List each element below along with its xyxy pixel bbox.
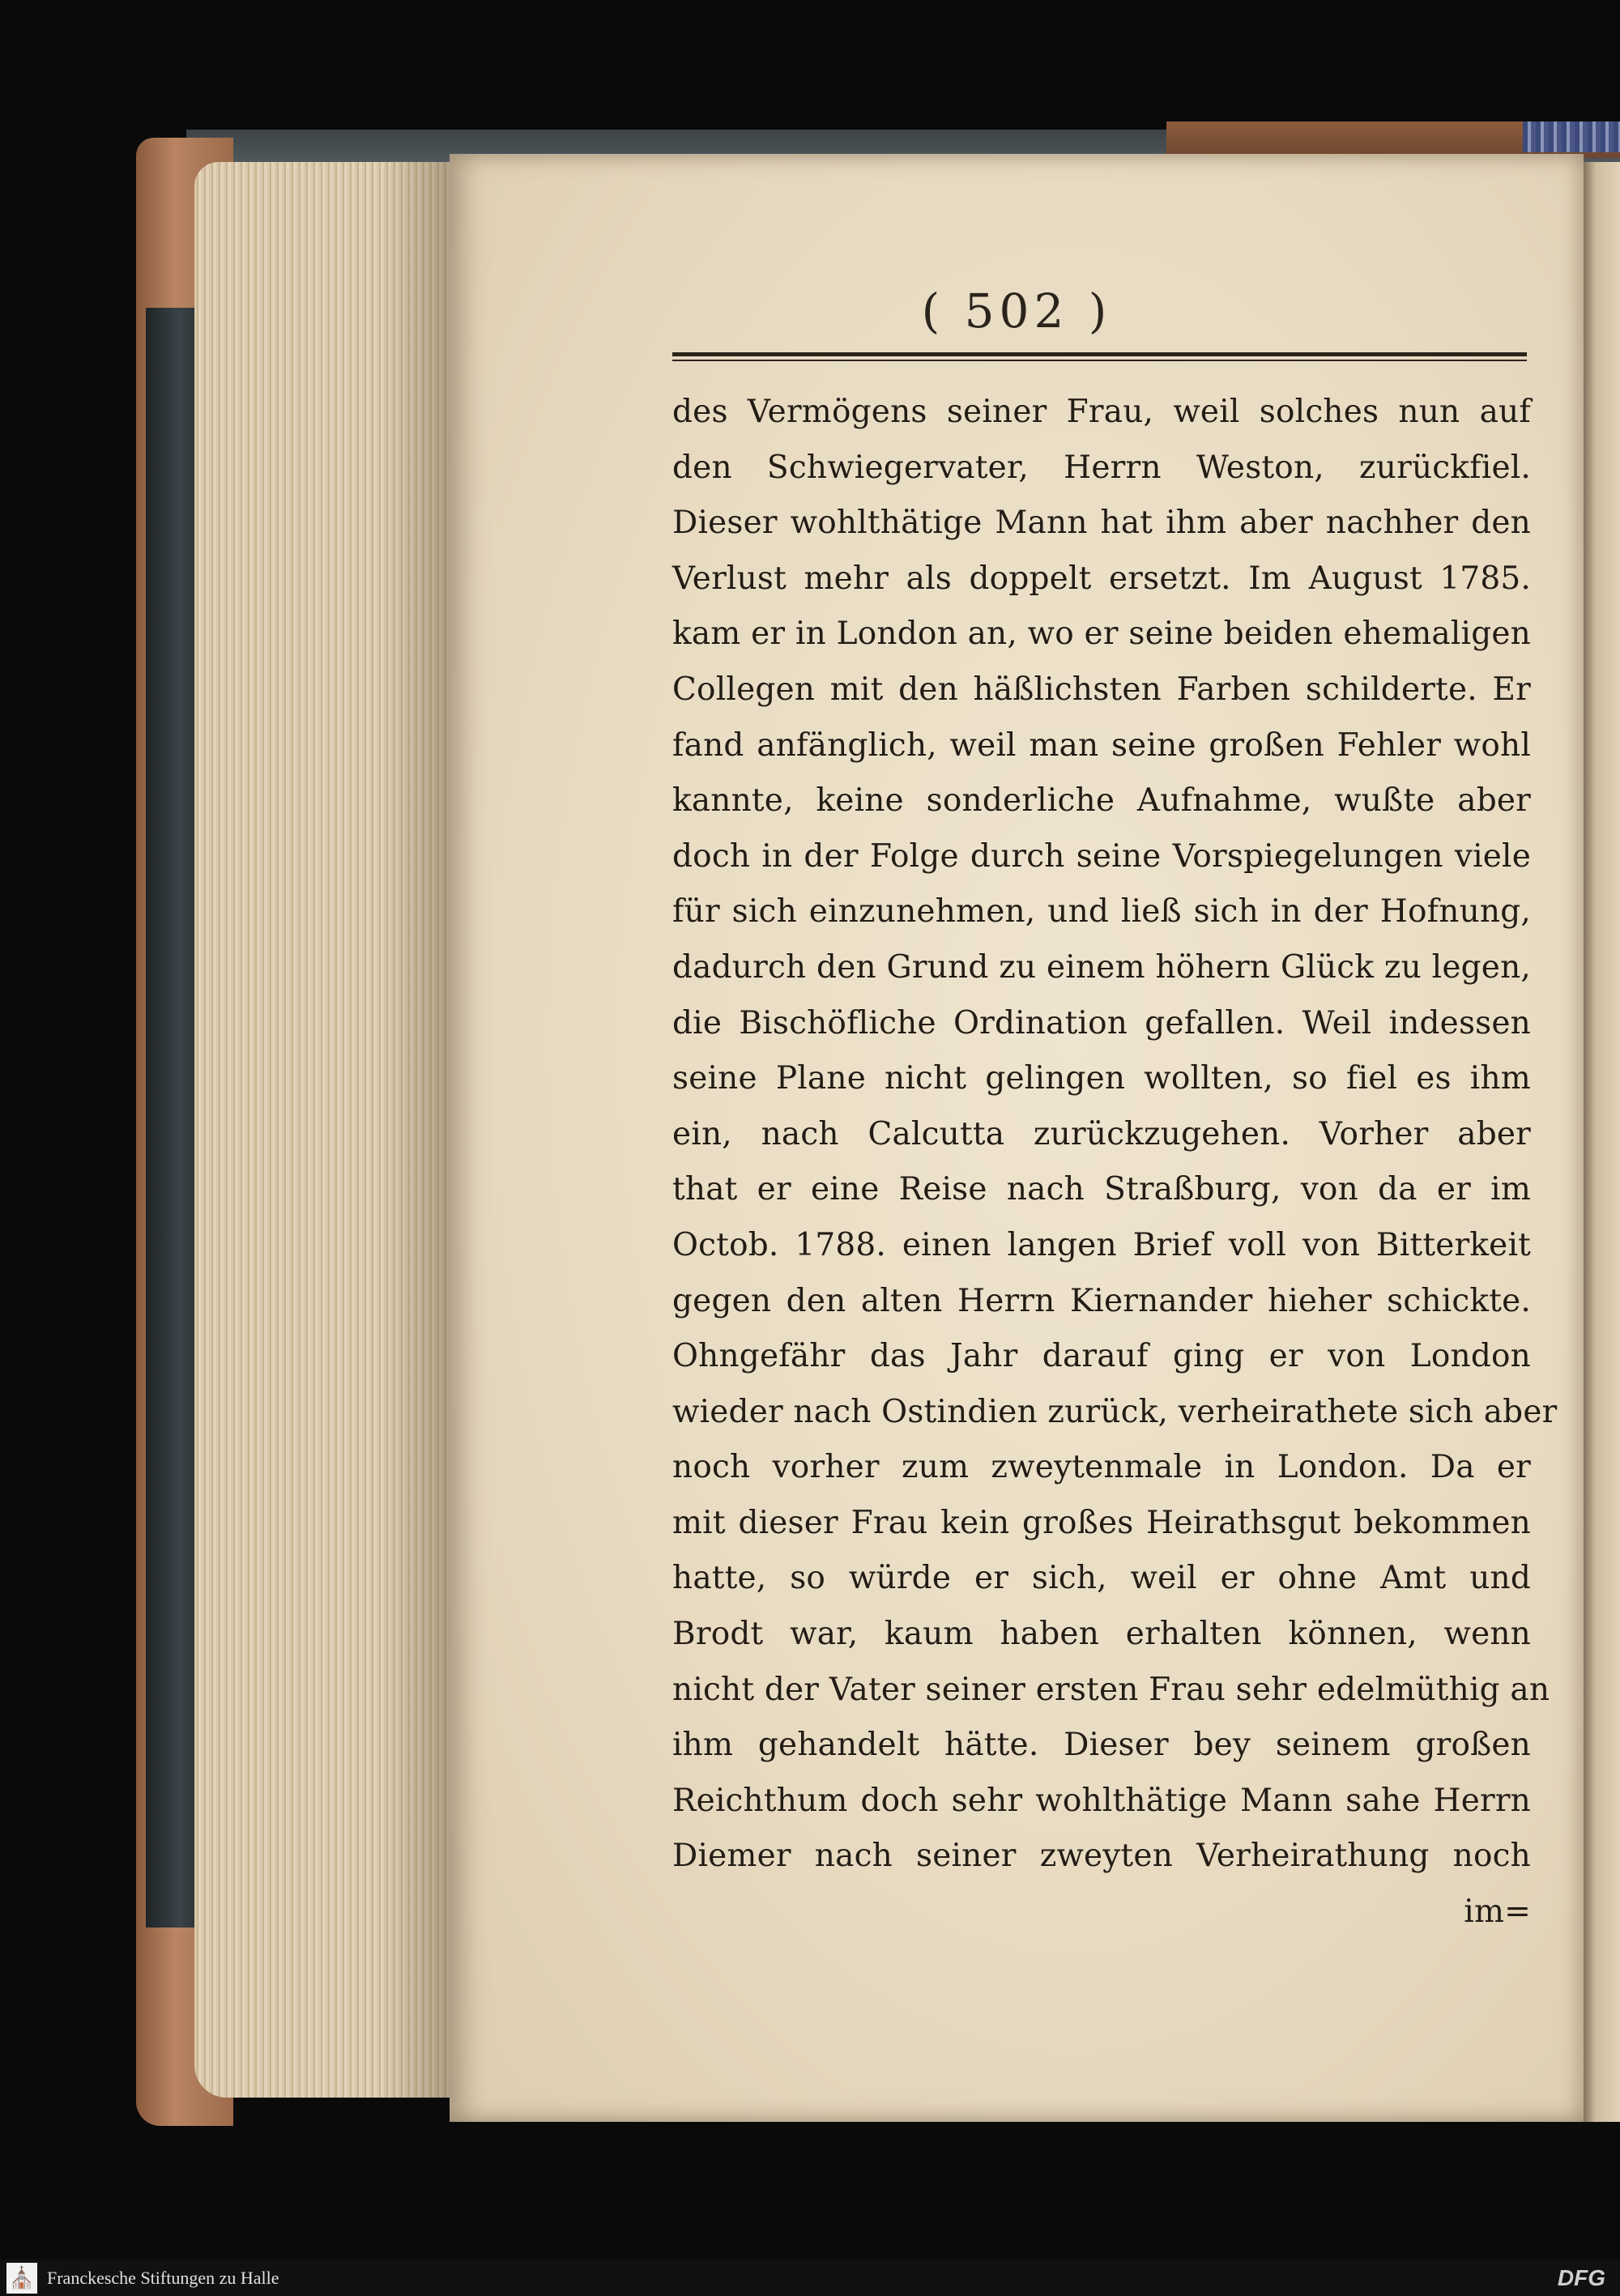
header-rule-thick bbox=[672, 352, 1527, 356]
text-line: kam er in London an, wo er seine beiden ehemaligen bbox=[672, 616, 1531, 653]
text-line: Verlust mehr als doppelt ersetzt. Im August 1785. bbox=[672, 560, 1531, 597]
text-line: mit dieser Frau kein großes Heirathsgut bekommen bbox=[672, 1504, 1531, 1541]
page-block-shadow bbox=[381, 162, 454, 2098]
text-line: Collegen mit den häßlichsten Farben schilderte. Er bbox=[672, 671, 1531, 708]
facing-page-edge bbox=[1580, 162, 1620, 2122]
text-line: kannte, keine sonderliche Aufnahme, wußte aber bbox=[672, 782, 1531, 820]
viewer-footer bbox=[0, 2260, 1620, 2296]
text-line: dadurch den Grund zu einem höhern Glück zu legen, bbox=[672, 948, 1531, 986]
text-line: Octob. 1788. einen langen Brief voll von Bitterkeit bbox=[672, 1226, 1531, 1263]
text-line: nicht der Vater seiner ersten Frau sehr edelmüthig an bbox=[672, 1671, 1550, 1708]
marbled-endpaper bbox=[1523, 121, 1620, 152]
text-line: fand anfänglich, weil man seine großen Fehler wohl bbox=[672, 726, 1531, 764]
text-line: hatte, so würde er sich, weil er ohne Amt und bbox=[672, 1560, 1531, 1597]
text-line: that er eine Reise nach Straßburg, von da er im bbox=[672, 1171, 1531, 1208]
dfg-logo[interactable]: DFG bbox=[1557, 2265, 1605, 2290]
text-line: den Schwiegervater, Herrn Weston, zurückfiel. bbox=[672, 449, 1531, 486]
page-text bbox=[672, 385, 1558, 1940]
text-line: des Vermögens seiner Frau, weil solches nun auf bbox=[672, 394, 1531, 430]
text-line: noch vorher zum zweytenmale in London. Da er bbox=[672, 1449, 1531, 1486]
institution-name[interactable]: Franckesche Stiftungen zu Halle bbox=[47, 2268, 279, 2288]
text-line: gegen den alten Herrn Kiernander hieher schickte. bbox=[672, 1282, 1531, 1319]
catchword: im= bbox=[1464, 1893, 1531, 1931]
text-line: die Bischöfliche Ordination gefallen. Weil indessen bbox=[672, 1004, 1531, 1042]
text-line: ein, nach Calcutta zurückzugehen. Vorher aber bbox=[672, 1115, 1531, 1152]
text-line: seine Plane nicht gelingen wollten, so fiel es ihm bbox=[672, 1060, 1531, 1097]
text-line: Reichthum doch sehr wohlthätige Mann sahe Herrn bbox=[672, 1782, 1531, 1819]
text-line: ihm gehandelt hätte. Dieser bey seinem großen bbox=[672, 1727, 1531, 1764]
text-line: wieder nach Ostindien zurück, verheirathete sich aber bbox=[672, 1393, 1558, 1430]
text-line: Diemer nach seiner zweyten Verheirathung noch bbox=[672, 1838, 1531, 1875]
header-rule-thin bbox=[672, 360, 1527, 361]
book-page bbox=[450, 154, 1584, 2122]
text-line: Brodt war, kaum haben erhalten können, wenn bbox=[672, 1616, 1531, 1653]
text-line: Ohngefähr das Jahr darauf ging er von London bbox=[672, 1338, 1531, 1375]
text-line: Dieser wohlthätige Mann hat ihm aber nachher den bbox=[672, 505, 1531, 542]
text-line: doch in der Folge durch seine Vorspiegelungen viele bbox=[672, 837, 1531, 875]
text-line: für sich einzunehmen, und ließ sich in der Hofnung, bbox=[672, 893, 1531, 931]
page-number: ( 502 ) bbox=[921, 283, 1112, 339]
institution-logo-icon[interactable]: ⛪ bbox=[6, 2263, 37, 2294]
header-rule bbox=[672, 352, 1527, 364]
